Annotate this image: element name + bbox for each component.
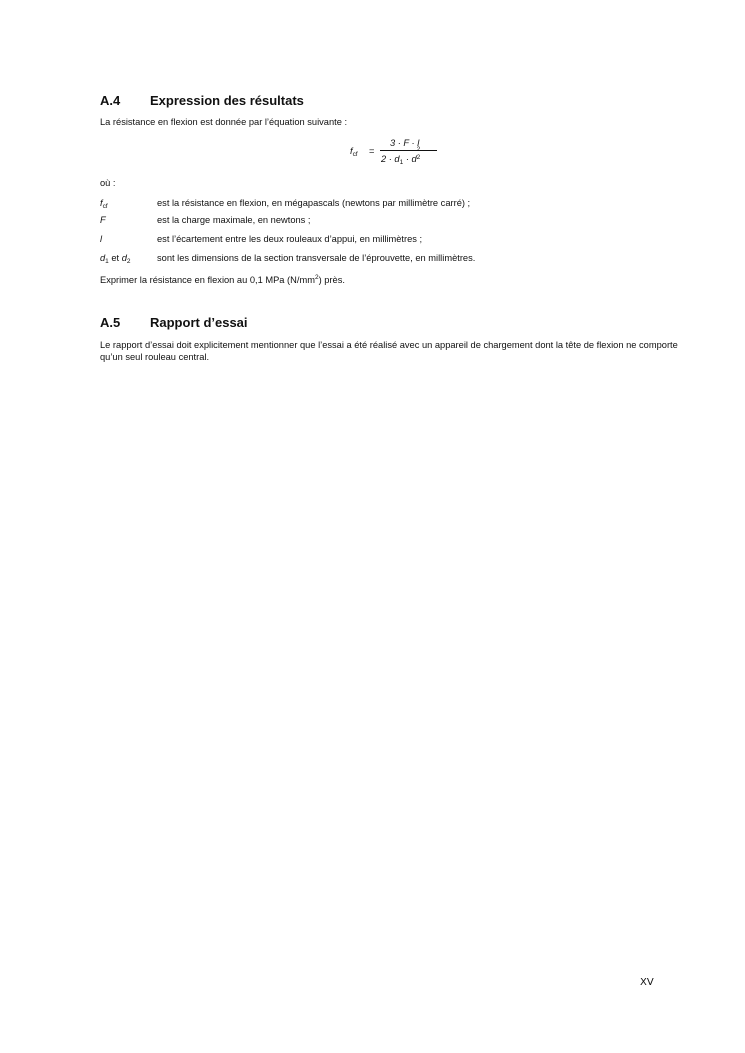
formula-denominator-prefix: 2 · d bbox=[381, 154, 400, 164]
definition-d1-d2-text: sont les dimensions de la section transversale de l’éprouvette, en millimètres. bbox=[157, 253, 476, 263]
formula-equals: = bbox=[369, 146, 375, 156]
formula-lhs-subscript: cf bbox=[352, 151, 358, 158]
flexural-strength-formula bbox=[350, 138, 450, 174]
express-note-superscript: 2 bbox=[314, 274, 319, 281]
formula-lhs bbox=[350, 146, 358, 158]
definition-F-symbol: F bbox=[100, 215, 106, 225]
page-number: XV bbox=[640, 977, 654, 988]
definition-d1-letter: d bbox=[100, 253, 106, 263]
definition-fcf-symbol bbox=[100, 198, 156, 213]
formula-numerator: 3 · F · l bbox=[390, 138, 420, 148]
definition-l-text: est l’écartement entre les deux rouleaux d’appui, en millimètres ; bbox=[157, 234, 423, 244]
definition-d-conjunction: et bbox=[108, 253, 122, 263]
section-a4-heading bbox=[100, 93, 304, 108]
section-a5-heading bbox=[100, 315, 248, 330]
express-note bbox=[100, 272, 692, 287]
where-label: où : bbox=[100, 178, 116, 188]
section-a4-intro: La résistance en flexion est donnée par l’équation suivante : bbox=[100, 117, 348, 127]
definition-fcf-letter: f bbox=[100, 198, 103, 208]
formula-d2-subscript: 2 bbox=[416, 154, 421, 161]
definition-d2-subscript: 2 bbox=[126, 258, 131, 265]
definition-d2-letter: d bbox=[121, 253, 127, 263]
formula-d2-indices bbox=[416, 146, 424, 162]
section-a5-number: A.5 bbox=[100, 315, 121, 330]
section-a4-title: Expression des résultats bbox=[150, 93, 304, 108]
section-a4-number: A.4 bbox=[100, 93, 121, 108]
formula-lhs-symbol: f bbox=[350, 146, 353, 156]
formula-fraction-bar bbox=[380, 150, 437, 151]
definition-d1-d2-symbol bbox=[100, 253, 156, 268]
definition-fcf-text: est la résistance en flexion, en mégapascals (newtons par millimètre carré) ; bbox=[157, 198, 471, 208]
definition-F-text: est la charge maximale, en newtons ; bbox=[157, 215, 311, 225]
definition-fcf-subscript: cf bbox=[102, 203, 108, 210]
definition-d1-subscript: 1 bbox=[105, 258, 109, 265]
definition-l-symbol: l bbox=[100, 234, 103, 244]
section-a5-title: Rapport d’essai bbox=[150, 315, 248, 330]
formula-denominator-mid: · d bbox=[403, 154, 417, 164]
express-note-after: ) près. bbox=[318, 275, 345, 285]
section-a5-text: Le rapport d’essai doit explicitement mentionner que l’essai a été réalisé avec un appareil de chargement dont la tête de flexion ne comporte qu’un seul rouleau central. bbox=[100, 340, 678, 362]
formula-denominator bbox=[381, 146, 424, 166]
express-note-before: Exprimer la résistance en flexion au 0,1 MPa (N/mm bbox=[100, 275, 315, 285]
formula-d2-superscript: 2 bbox=[416, 146, 421, 153]
formula-d1-subscript: 1 bbox=[399, 159, 404, 166]
